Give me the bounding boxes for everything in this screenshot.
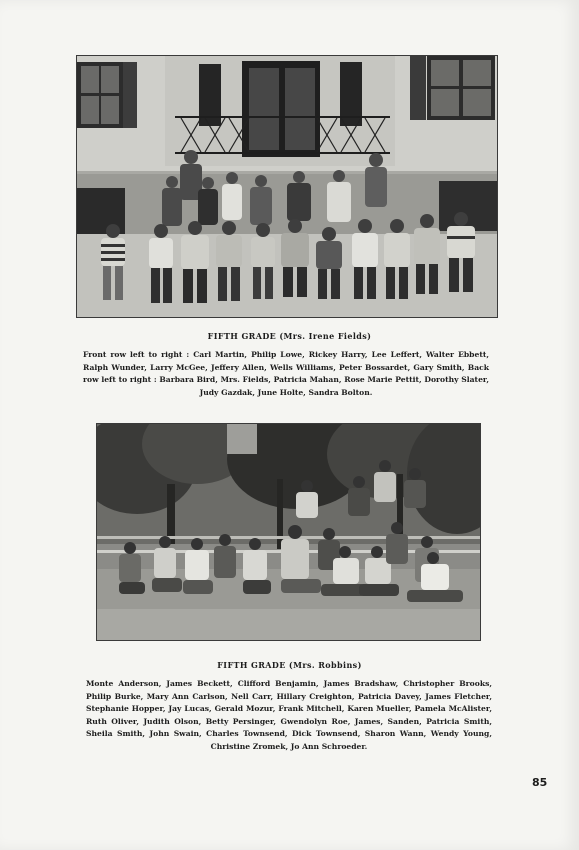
page-number: 85: [532, 776, 548, 789]
section-caption-robbins: FIFTH GRADE (Mrs. Robbins): [217, 660, 362, 670]
class-photo-robbins: [96, 423, 481, 641]
student-names-fields: Front row left to right : Carl Martin, Philip Lowe, Rickey Harry, Lee Leffert, Walter Ebbett, Ralph Wunder, Larry McGee, Jeffery Allen, Wells Williams, Peter Bossardet, Gary Smith, Back row left to right : Barbara Bird, Mrs. Fields, Patricia Mahan, Rose Marie Pettit, Dorothy Slater, Judy Gazdak, June Holte, Sandra Bolton.: [83, 350, 489, 397]
class-photo-fields: [76, 55, 498, 318]
section-caption-fields: FIFTH GRADE (Mrs. Irene Fields): [207, 331, 372, 341]
student-names-robbins: Monte Anderson, James Beckett, Clifford Benjamin, James Bradshaw, Christopher Brooks, Philip Burke, Mary Ann Carlson, Nell Carr, Hillary Creighton, Patricia Davey, James Fletcher, Stephanie Hopper, Jay Lucas, Gerald Mozur, Frank Mitchell, Karen Mueller, Pamela McAlister, Ruth Oliver, Judith Olson, Betty Persinger, Gwendolyn Roe, James, Sanden, Patricia Smith, Sheila Smith, John Swain, Charles Townsend, Dick Townsend, Sharon Wann, Wendy Young, Christine Zromek, Jo Ann Schroeder.: [86, 679, 492, 751]
